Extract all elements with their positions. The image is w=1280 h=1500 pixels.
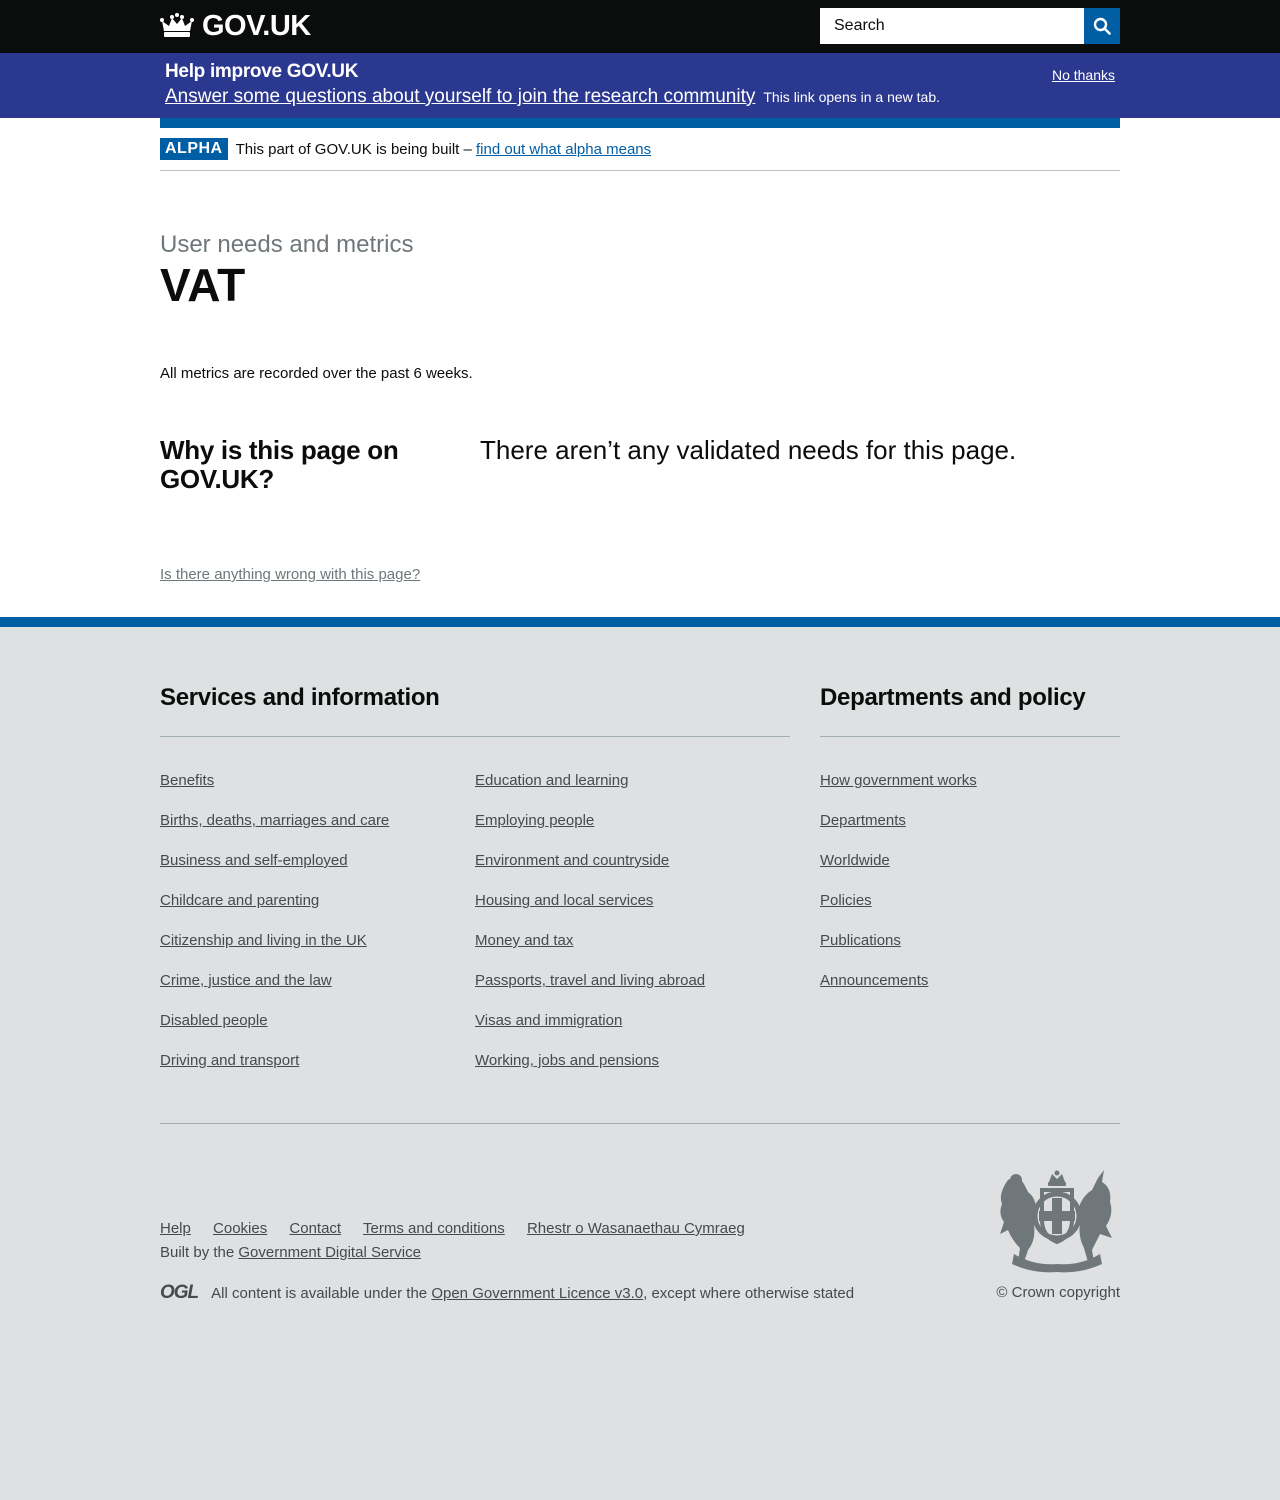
footer-link-births-deaths[interactable]: Births, deaths, marriages and care: [160, 812, 390, 829]
footer-link-working[interactable]: Working, jobs and pensions: [475, 1052, 659, 1069]
footer-link-announcements[interactable]: Announcements: [820, 972, 929, 989]
footer-link-money-tax[interactable]: Money and tax: [475, 932, 574, 949]
licence-suffix: , except where otherwise stated: [643, 1284, 855, 1302]
services-section: [160, 684, 790, 1092]
departments-section: [820, 684, 1120, 1092]
built-by-prefix: Built by the: [160, 1244, 235, 1261]
footer-link-worldwide[interactable]: Worldwide: [820, 852, 890, 869]
research-banner: [0, 53, 1280, 118]
meta-links: [160, 1220, 763, 1237]
footer-link-employing[interactable]: Employing people: [475, 812, 595, 829]
phase-text: This part of GOV.UK is being built –: [235, 140, 472, 158]
metrics-note: All metrics are recorded over the past 6 weeks.: [160, 365, 473, 382]
search-form: [820, 8, 1120, 44]
gds-link[interactable]: Government Digital Service: [238, 1244, 421, 1261]
crown-copyright: © Crown copyright: [996, 1284, 1120, 1301]
footer-link-disabled[interactable]: Disabled people: [160, 1012, 268, 1029]
footer-link-citizenship[interactable]: Citizenship and living in the UK: [160, 932, 367, 949]
footer-meta: [160, 1124, 1120, 1314]
built-by: [160, 1244, 421, 1261]
ogl-logo: OGL: [160, 1282, 199, 1303]
main-content: [0, 118, 1280, 617]
needs-text: There aren’t any validated needs for this page.: [480, 435, 1017, 465]
services-list-2: [475, 772, 790, 1092]
meta-link-welsh[interactable]: Rhestr o Wasanaethau Cymraeg: [526, 1220, 745, 1237]
page-caption: User needs and metrics: [160, 231, 414, 258]
site-header: [0, 0, 1280, 53]
alpha-info-link[interactable]: find out what alpha means: [476, 140, 652, 158]
footer-link-environment[interactable]: Environment and countryside: [475, 852, 670, 869]
needs-heading: Why is this page on GOV.UK?: [160, 435, 399, 494]
logo-text: GOV.UK: [202, 10, 311, 42]
no-thanks-link[interactable]: No thanks: [1051, 67, 1115, 83]
royal-coat-of-arms-icon: [994, 1170, 1120, 1274]
meta-link-contact[interactable]: Contact: [289, 1220, 342, 1237]
phase-banner: [160, 118, 1120, 171]
departments-list: [820, 772, 1120, 1012]
new-tab-note: This link opens in a new tab.: [763, 89, 941, 105]
banner-title: Help improve GOV.UK: [165, 61, 359, 82]
footer-link-publications[interactable]: Publications: [820, 932, 901, 949]
footer-link-passports[interactable]: Passports, travel and living abroad: [475, 972, 706, 989]
licence-prefix: All content is available under the: [211, 1284, 428, 1302]
meta-link-cookies[interactable]: Cookies: [213, 1220, 268, 1237]
services-list-1: [160, 772, 475, 1092]
footer-link-policies[interactable]: Policies: [820, 892, 872, 909]
footer-link-benefits[interactable]: Benefits: [160, 772, 215, 789]
search-icon: [1093, 17, 1111, 35]
footer-link-crime-justice[interactable]: Crime, justice and the law: [160, 972, 332, 989]
site-footer: [0, 617, 1280, 1314]
alpha-tag: ALPHA: [160, 138, 228, 160]
search-button[interactable]: [1084, 8, 1120, 44]
govuk-logo-link[interactable]: [160, 10, 311, 43]
research-link[interactable]: Answer some questions about yourself to join the research community: [165, 86, 756, 107]
search-input[interactable]: [820, 8, 1084, 44]
footer-link-education[interactable]: Education and learning: [475, 772, 629, 789]
meta-link-terms[interactable]: Terms and conditions: [363, 1220, 505, 1237]
crown-icon: [160, 13, 194, 41]
footer-link-visas[interactable]: Visas and immigration: [475, 1012, 623, 1029]
footer-link-departments[interactable]: Departments: [820, 812, 906, 829]
licence: [160, 1282, 854, 1304]
user-needs-section: [160, 436, 1120, 494]
report-problem-link[interactable]: Is there anything wrong with this page?: [160, 566, 421, 583]
departments-heading: Departments and policy: [820, 684, 1120, 737]
footer-link-business[interactable]: Business and self-employed: [160, 852, 348, 869]
meta-link-help[interactable]: Help: [160, 1220, 191, 1237]
footer-link-childcare[interactable]: Childcare and parenting: [160, 892, 320, 909]
ogl-licence-link[interactable]: Open Government Licence v3.0: [431, 1284, 644, 1302]
footer-link-driving[interactable]: Driving and transport: [160, 1052, 300, 1069]
footer-link-housing[interactable]: Housing and local services: [475, 892, 654, 909]
page-title: VAT: [160, 259, 246, 311]
footer-link-how-gov-works[interactable]: How government works: [820, 772, 977, 789]
services-heading: Services and information: [160, 684, 790, 737]
